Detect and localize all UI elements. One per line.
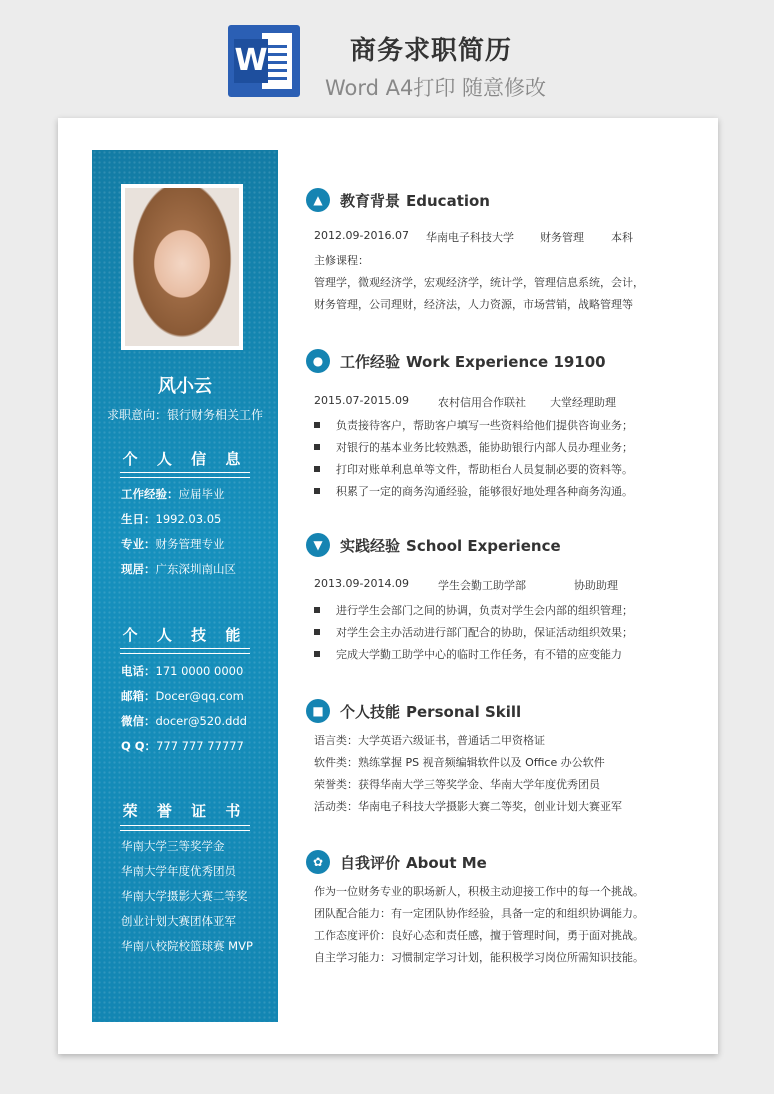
banner-title: 商务求职简历	[350, 36, 513, 66]
skills-heading: 个 人 技 能	[122, 626, 248, 644]
skill-line: 荣誉类：获得华南大学三等奖学金、华南大学年度优秀团员	[314, 778, 600, 791]
contact-item: 微信：docer@520.ddd	[121, 714, 247, 728]
word-app-icon	[228, 25, 300, 97]
section-title: 实践经验 School Experience	[340, 537, 561, 555]
section-title: 工作经验 Work Experience 19100	[340, 353, 606, 371]
person-icon: ●	[306, 349, 330, 373]
contact-item: 邮箱：Docer@qq.com	[121, 689, 244, 703]
honor-item: 创业计划大赛团体亚军	[121, 914, 236, 928]
honor-item: 华南大学三等奖学金	[121, 839, 225, 853]
work-row: 2015.07-2015.09 农村信用合作联社 大堂经理助理	[314, 394, 616, 409]
banner-subtitle: Word A4打印 随意修改	[325, 76, 547, 100]
personal-info-list	[121, 482, 236, 582]
practice-row: 2013.09-2014.09 学生会勤工助学部 协助助理	[314, 577, 618, 592]
banner	[0, 0, 774, 118]
info-item: 专业：财务管理专业	[121, 537, 225, 551]
mouse-icon: ■	[306, 699, 330, 723]
about-line: 作为一位财务专业的职场新人，积极主动迎接工作中的每一个挑战。	[314, 885, 644, 898]
courses-line: 财务管理，公司理财，经济法，人力资源，市场营销，战略管理等	[314, 298, 633, 311]
honor-item: 华南大学摄影大赛二等奖	[121, 889, 248, 903]
divider	[120, 825, 250, 831]
about-line: 自主学习能力：习惯制定学习计划，能积极学习岗位所需知识技能。	[314, 951, 644, 964]
section-title: 自我评价 About Me	[340, 854, 487, 872]
skill-line: 语言类：大学英语六级证书，普通话二甲资格证	[314, 734, 545, 747]
honor-item: 华南八校院校篮球赛 MVP	[121, 939, 253, 953]
honor-item: 华南大学年度优秀团员	[121, 864, 236, 878]
about-line: 团队配合能力：有一定团队协作经验，具备一定的和组织协调能力。	[314, 907, 644, 920]
skill-line: 软件类：熟练掌握 PS 视音频编辑软件以及 Office 办公软件	[314, 756, 605, 769]
info-item: 工作经验：应届毕业	[121, 487, 225, 501]
courses-line: 管理学，微观经济学，宏观经济学，统计学，管理信息系统，会计，	[314, 276, 644, 289]
contact-item: 电话：171 0000 0000	[121, 664, 244, 678]
job-intent: 求职意向：银行财务相关工作	[106, 408, 263, 422]
divider	[120, 648, 250, 654]
contact-item: Q Q：777 777 77777	[121, 739, 244, 753]
word-logo-letter: W	[234, 39, 268, 83]
graduation-cap-icon: ▲	[306, 188, 330, 212]
sidebar	[92, 150, 278, 1022]
profile-photo	[121, 184, 243, 350]
divider	[120, 472, 250, 478]
personal-info-heading: 个 人 信 息	[122, 450, 248, 468]
contact-list	[121, 659, 247, 759]
section-title: 个人技能 Personal Skill	[340, 703, 522, 721]
honors-heading: 荣 誉 证 书	[122, 802, 248, 820]
leaf-icon: ✿	[306, 850, 330, 874]
skill-line: 活动类：华南电子科技大学摄影大赛二等奖，创业计划大赛亚军	[314, 800, 622, 813]
section-title: 教育背景 Education	[340, 192, 490, 210]
tie-icon: ▼	[306, 533, 330, 557]
resume-page: 风小云 求职意向：银行财务相关工作 个 人 信 息 工作经验：应届毕业 生日：1992.03.05 专业：财务管理专业 现居：广东深圳南山区 个 人 技 能 电话：171 0000 0000 邮箱：Docer@qq.com 微信：docer@520.ddd Q Q：777 777 77777 荣 誉 证 书 华南大学三等奖学金 华南大学年度优秀团员 华南大学摄影大赛二等奖 创业计划大赛团体亚军 华南八校院校篮球赛 MVP ▲ 教育背景 Education 2012.09-2016.07 华南电子科技大学 财务管理 本科 主修课程： 管理学，微观经济学，宏观经济学，统计学，管理信息系统，会计， 财务管理，公司理财，经济法，人力资源，市场营销，战略管理等 ● 工作经验 Work Experience 19100 2015.07-2015.09 农村信用合作联社 大堂经理助理 负责接待客户，帮助客户填写一些资料给他们提供咨询业务； 对银行的基本业务比较熟悉，能协助银行内部人员办理业务； 打印对账单利息单等文件，帮助柜台人员复制必要的资料等。 积累了一定的商务沟通经验，能够很好地处理各种商务沟通。 ▼ 实践经验 School Experience 2013.09-2014.09 学生会勤工助学部 协助助理 进行学生会部门之间的协调，负责对学生会内部的组织管理； 对学生会主办活动进行部门配合的协助，保证活动组织效果； 完成大学勤工助学中心的临时工作任务，有不错的应变能力 ■ 个人技能 Personal Skill 语言类：大学英语六级证书，普通话二甲资格证 软件类：熟练掌握 PS 视音频编辑软件以及 Office 办公软件 荣誉类：获得华南大学三等奖学金、华南大学年度优秀团员 活动类：华南电子科技大学摄影大赛二等奖，创业计划大赛亚军 ✿ 自我评价 About Me 作为一位财务专业的职场新人，积极主动迎接工作中的每一个挑战。 团队配合能力：有一定团队协作经验，具备一定的和组织协调能力。 工作态度评价：良好心态和责任感，擅于管理时间，勇于面对挑战。 自主学习能力：习惯制定学习计划，能积极学习岗位所需知识技能。	[58, 118, 718, 1054]
info-item: 现居：广东深圳南山区	[121, 562, 236, 576]
info-item: 生日：1992.03.05	[121, 512, 222, 526]
candidate-name: 风小云	[158, 376, 212, 397]
education-row: 2012.09-2016.07 华南电子科技大学 财务管理 本科	[314, 229, 633, 244]
honors-list	[121, 834, 253, 959]
courses-label: 主修课程：	[314, 254, 369, 267]
about-line: 工作态度评价：良好心态和责任感，擅于管理时间，勇于面对挑战。	[314, 929, 644, 942]
